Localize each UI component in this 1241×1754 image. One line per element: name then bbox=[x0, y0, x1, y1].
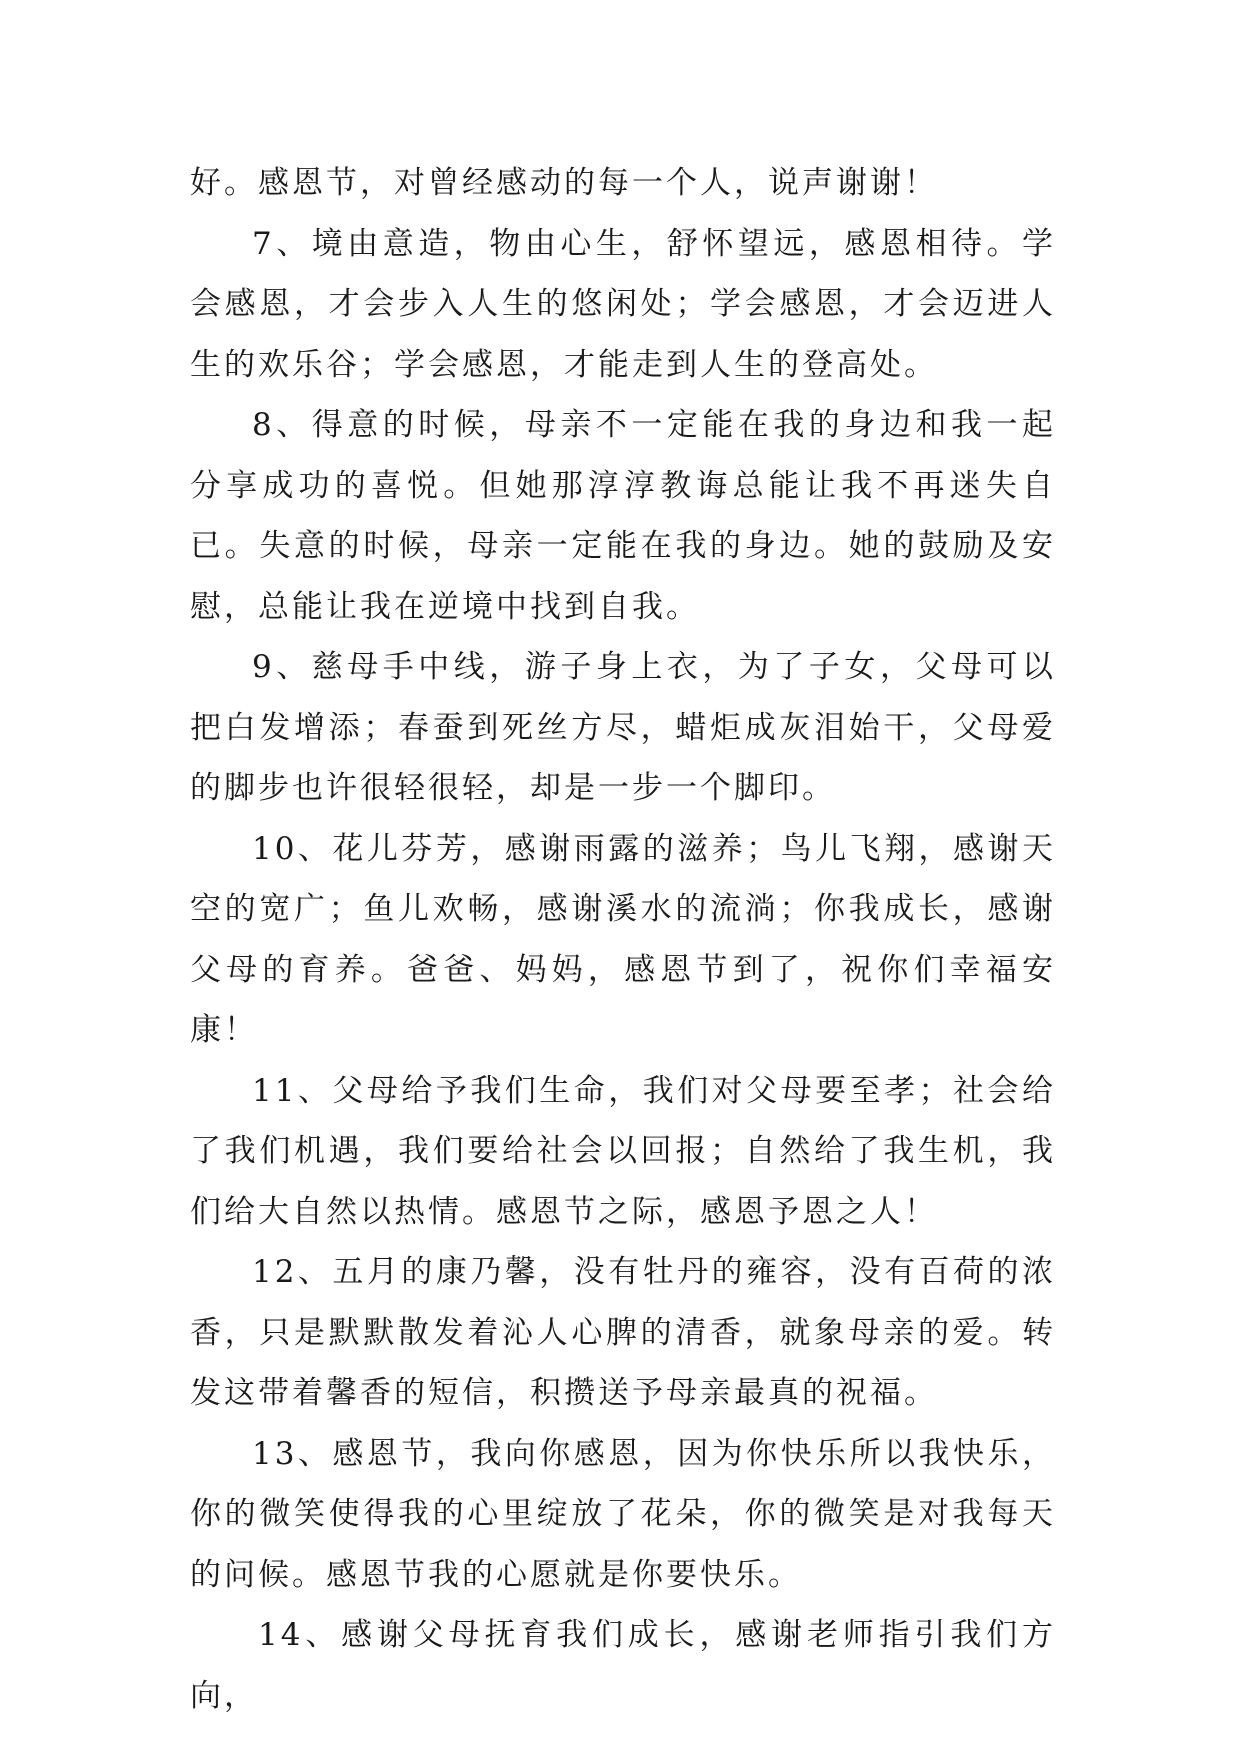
paragraph-7: 7、境由意造，物由心生，舒怀望远，感恩相待。学会感恩，才会步入人生的悠闲处；学会感恩，才会迈进人生的欢乐谷；学会感恩，才能走到人生的登高处。 bbox=[190, 225, 1056, 383]
paragraph-12: 12、五月的康乃馨，没有牡丹的雍容，没有百荷的浓香，只是默默散发着沁人心脾的清香，就象母亲的爱。转发这带着馨香的短信，积攒送予母亲最真的祝福。 bbox=[190, 1254, 1056, 1411]
paragraph-continuation: 好。感恩节，对曾经感动的每一个人，说声谢谢！ bbox=[190, 165, 938, 201]
paragraph-14: 14、感谢父母抚育我们成长，感谢老师指引我们方向， bbox=[190, 1617, 1056, 1714]
paragraph-9: 9、慈母手中线，游子身上衣，为了子女，父母可以把白发增添；春蚕到死丝方尽，蜡炬成灰泪始干，父母爱的脚步也许很轻很轻，却是一步一个脚印。 bbox=[190, 649, 1056, 806]
paragraph-11: 11、父母给予我们生命，我们对父母要至孝；社会给了我们机遇，我们要给社会以回报；自然给了我生机，我们给大自然以热情。感恩节之际，感恩予恩之人！ bbox=[190, 1072, 1056, 1230]
paragraph-13: 13、感恩节，我向你感恩，因为你快乐所以我快乐，你的微笑使得我的心里绽放了花朵，你的微笑是对我每天的问候。感恩节我的心愿就是你要快乐。 bbox=[190, 1435, 1056, 1593]
document-body bbox=[190, 153, 1056, 1726]
paragraph-10: 10、花儿芬芳，感谢雨露的滋养；鸟儿飞翔，感谢天空的宽广；鱼儿欢畅，感谢溪水的流淌；你我成长，感谢父母的育养。爸爸、妈妈，感恩节到了，祝你们幸福安康！ bbox=[190, 830, 1056, 1048]
paragraph-8: 8、得意的时候，母亲不一定能在我的身边和我一起分享成功的喜悦。但她那淳淳教诲总能让我不再迷失自已。失意的时候，母亲一定能在我的身边。她的鼓励及安慰，总能让我在逆境中找到自我。 bbox=[190, 407, 1056, 625]
